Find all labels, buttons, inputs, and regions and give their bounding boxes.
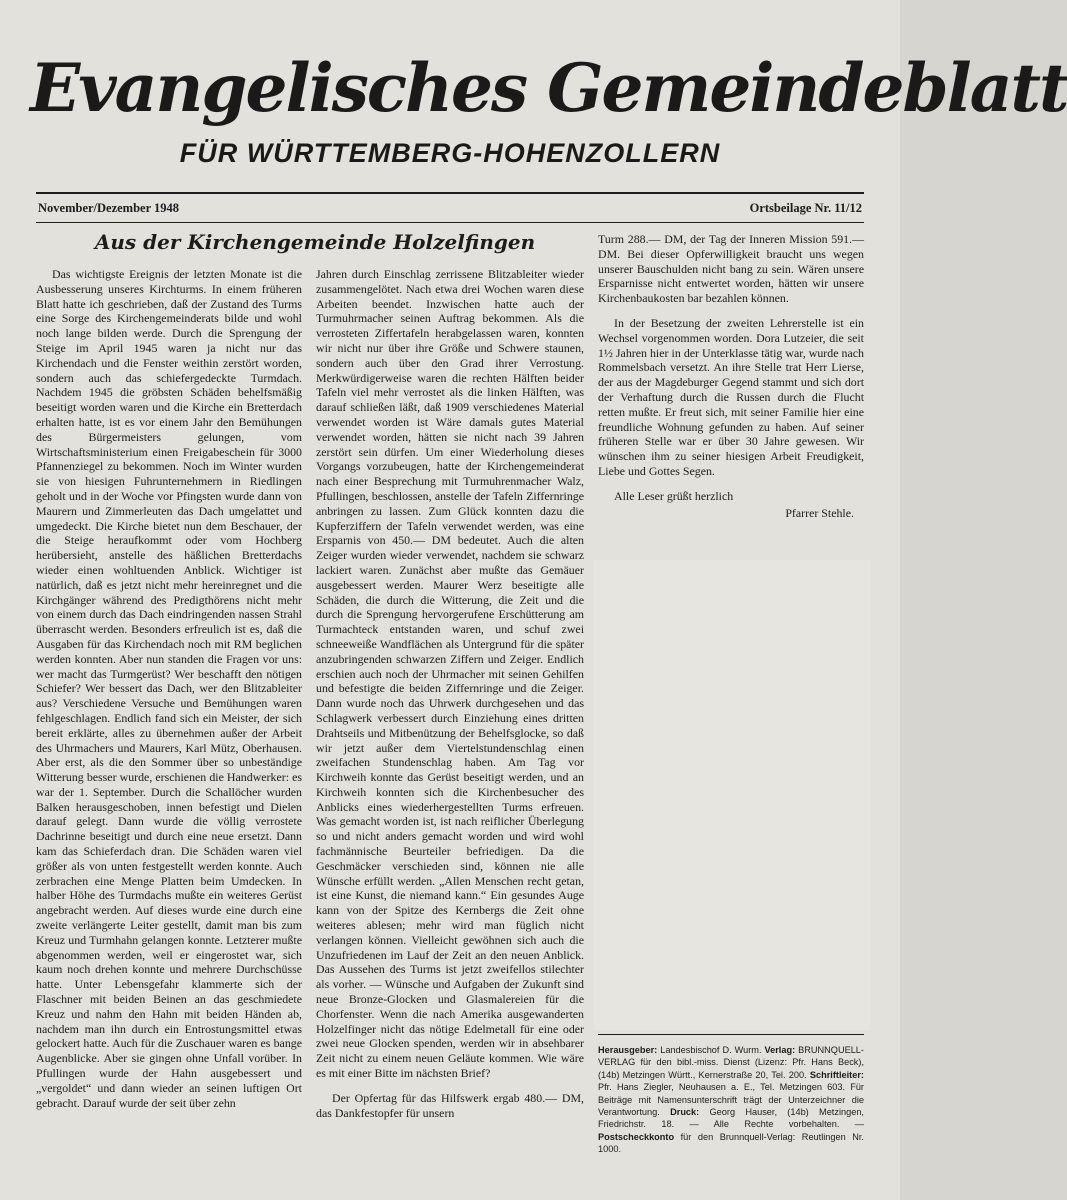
column-2-text: Jahren durch Einschlag zerrissene Blitzableiter wieder zusammengelötet. Nach etwa drei Wochen waren diese Arbeiten beendet. Inzwischen hatte auch der Turmuhrmacher seinen Auftrag bekommen. Als die verrosteten Ziffertafeln herabgelassen waren, konnten wir nicht nur über ihre Größe und Schwere staunen, sondern auch über den Grad ihrer Verrostung. Merkwürdigerweise waren die rechten Hälften beider Tafeln viel mehr verrostet als die linken Hälften, was darauf schließen läßt, daß 1909 verschiedenes Material verwendet worden ist Wäre damals gutes Material verwendet worden, hätten sie nicht nach 39 Jahren zerstört sein dürfen. Um einer Wiederholung dieses Vorgangs vorzubeugen, hatte der Kirchengemeinderat nach einer Besprechung mit Turmuhrenmacher Walz, Pfullingen, beschlossen, anstelle der Tafeln Ziffernringe anbringen zu lassen. Zum Glück konnten dazu die Kupferziffern der Tafeln verwendet werden, was eine Ersparnis von 450.— DM bedeutet. Auch die alten Zeiger wurden wieder verwendet, nachdem sie schwarz lackiert waren. Zunächst aber mußte das Gemäuer ausgebessert werden. Maurer Werz beseitigte alle Schäden, die durch die Witterung, die Zeit und die durch die Sprengung hervorgerufene Erschütterung am Turmachteck entstanden waren, und schuf zwei schneeweiße Wandflächen als Untergrund für die später anzubringenden schwarzen Ziffern und Zeiger. Endlich erschien auch noch der Uhrmacher mit seinen Gehilfen und befestigte die beiden Ziffernringe und die Zeiger. Dann wurde noch das Uhrwerk durchgesehen und das Schlagwerk verbessert durch Einziehung eines dritten Drahtseils und Mitbenützung der Behelfsglocke, so daß wir jetzt außer dem Viertelstundenschlag einen zweifachen Stundenschlag haben. Am Tag vor Kirchweih konnte das Gerüst beseitigt werden, und an Kirchweih konnten sich die Kirchenbesucher des Anblicks eines wiederhergestellten Turms erfreuen. Was gemacht worden ist, ist nach reiflicher Überlegung so und nicht anders gemacht worden und wird wohl fachmännische Beurteiler befriedigen. Da die Geschmäcker verschieden sind, können nie alle Wünsche erfüllt werden. „Allen Menschen recht getan, ist eine Kunst, die niemand kann.“ Ein gesundes Auge kann von der Spitze des Kernbergs die Zeit ohne weiteres ablesen; mehr wird man füglich nicht verlangen können. Vielleicht gewöhnen sich auch die Unzufriedenen im Lauf der Zeit an den neuen Anblick. Das Aussehen des Turms ist jetzt zweifellos stilechter als vorher. — Wünsche und Aufgaben der Zukunft sind neue Bronze-Glocken und Glasmalereien für die Chorfenster. Wenn die nach Amerika ausgewanderten Holzelfinger nicht das nötige Edelmetall für eine oder zwei neue Glocken spenden, werden wir in absehbarer Zeit nicht zu einem neuen Geläute kommen. Wie wäre es mit einer Bitte im nächsten Brief? bbox=[316, 267, 584, 1081]
imprint-publisher-house-label: Verlag: bbox=[764, 1045, 796, 1055]
article-title: Aus der Kirchengemeinde Holzelfingen bbox=[94, 230, 536, 254]
article-column-3 bbox=[598, 232, 864, 562]
imprint-rule bbox=[598, 1034, 864, 1035]
column-3-paragraph-1: Turm 288.— DM, der Tag der Inneren Mission 591.— DM. Bei dieser Opferwilligkeit braucht uns wegen unserer Bauschulden nicht bang zu sein. Wären unsere Ersparnisse nicht entwertet worden, hätten wir unsere Kirchenbaukosten bar bezahlen können. bbox=[598, 232, 864, 306]
top-rule bbox=[36, 192, 864, 194]
imprint-account: für den Brunnquell-Verlag: Reutlingen Nr. 1000. bbox=[598, 1131, 864, 1155]
masthead-title: Evangelisches Gemeindeblatt bbox=[30, 49, 1067, 127]
signature: Pfarrer Stehle. bbox=[785, 505, 854, 520]
imprint-publisher-label: Herausgeber: bbox=[598, 1045, 658, 1055]
masthead-subtitle: FÜR WÜRTTEMBERG-HOHENZOLLERN bbox=[179, 138, 721, 168]
imprint-editor: Pfr. Hans Ziegler, Neuhausen a. E., Tel. Metzingen 603. Für Beiträge mit Namensunterschrift trägt der Unterzeichner die Verantwortung. bbox=[598, 1082, 864, 1118]
imprint bbox=[598, 1044, 864, 1156]
blank-area bbox=[594, 560, 870, 1030]
imprint-editor-label: Schriftleiter: bbox=[809, 1069, 864, 1080]
imprint-print: Georg Hauser, (14b) Metzingen, Friedrichstr. 18. — Alle Rechte vorbehalten. — bbox=[598, 1107, 864, 1130]
issue-number: Ortsbeilage Nr. 11/12 bbox=[749, 201, 862, 215]
column-1-text: Das wichtigste Ereignis der letzten Monate ist die Ausbesserung unseres Kirchturms. In einem früheren Blatt hatte ich geschrieben, daß der Zustand des Turms eine Sorge des Kirchengemeinderats bilde und wohl noch lange bilden werde. Durch die Sprengung der Steige im April 1945 waren ja nicht nur das Kirchendach und die Fenster weithin zerstört worden, sondern auch das schiefergedeckte Turmdach. Nachdem 1945 die gröbsten Schäden behelfsmäßig beseitigt worden waren und die Kirche ein Bretterdach erhalten hatte, ist es vor einem Jahr den Bemühungen des Bürgermeisters gelungen, vom Wirtschaftsministerium einen Freigabeschein für 3000 Pfannenziegel zu bekommen. Noch im Winter wurden sie von hiesigen Fuhrunternehmern in Riedlingen geholt und in der Woche vor Pfingsten wurde dann von Maurern und Zimmerleuten das Dach umgelattet und umgedeckt. Die Kirche bietet nun dem Beschauer, der die Steige heraufkommt oder vom Hochberg herübersieht, anstelle des häßlichen Bretterdachs wieder einen wohltuenden Anblick. Wichtiger ist natürlich, daß es jetzt nicht mehr hereinregnet und die Kirchgänger während des Predigthörens nicht mehr von einem durch das Dach eindringenden nassen Strahl überrascht werden. Besonders erfreulich ist es, daß die Ausgaben für das Kirchendach noch mit RM beglichen werden konnten. Aber nun standen die Fragen vor uns: wer macht das Turmgerüst? Wer beschafft den nötigen Schiefer? Wer bessert das Dach, wer den Blitzableiter aus? Verschiedene Versuche und Bemühungen waren fehlgeschlagen. Endlich fand sich ein Meister, der sich bereit erklärte, alles zu übernehmen außer der Arbeit des Uhrmachers und Maurers, Karl Mütz, Oberhausen. Aber erst, als die den Sommer über so unbeständige Witterung besser wurde, erschienen die Handwerker: es war der 1. September. Durch die Schallöcher wurden Balken herausgeschoben, innen befestigt und Dielen darauf gelegt. Dann wurde die völlig verrostete Dachrinne beseitigt und durch eine neue ersetzt. Dann kam das Schieferdach dran. Die Schäden waren viel größer als von unten festgestellt werden konnte. Auch zerbrachen eine Menge Platten beim Umdecken. In halber Höhe des Turmdachs mußte ein weiteres Gerüst angebracht werden. Auf dieses wurde eine durch eine zweite verlängerte Leiter gestellt, damit man bis zum Kreuz und Turmhahn gelangen konnte. Letzterer mußte abgenommen werden, weil er eingerostet war, sich kaum noch drehen konnte und mehrere Durchschüsse hatte. Unter Lebensgefahr klammerte sich der Flaschner mit beiden Beinen an das geschmiedete Kreuz und nahm den Hahn mit beiden Händen ab, nachdem man ihn durch ein Entrostungsmittel etwas gelockert hatte. Auch für die Zuschauer waren es bange Augenblicke. Aber sie gingen ohne Unfall vorüber. In Pfullingen wurde der Hahn ausgebessert und „vergoldet“ und dann wieder an seinen luftigen Ort gebracht. Darauf wurde der seit über zehn bbox=[36, 267, 302, 1110]
column-3-paragraph-2: In der Besetzung der zweiten Lehrerstelle ist ein Wechsel vorgenommen worden. Dora Lutzeier, die seit 1½ Jahren hier in der Unterklasse tätig war, wurde nach Rommelsbach versetzt. An ihre Stelle trat Herr Lierse, der aus der Magdeburger Gegend stammt und sich dort der Verhaftung durch die Russen durch die Flucht retten mußte. Er freut sich, mit seiner Familie hier eine freundliche Wohnung gefunden zu haben. Auf seiner früheren Stelle war er über 30 Jahre gewesen. Wir wünschen ihm zu seiner hiesigen Arbeit Freudigkeit, Liebe und Gottes Segen. bbox=[598, 315, 864, 478]
article-column-1 bbox=[36, 267, 302, 1182]
imprint-account-label: Postscheckkonto bbox=[598, 1131, 675, 1142]
greeting: Alle Leser grüßt herzlich bbox=[614, 488, 734, 503]
issue-rule bbox=[36, 222, 864, 223]
imprint-print-label: Druck: bbox=[670, 1107, 700, 1118]
article-column-2 bbox=[316, 267, 584, 1182]
imprint-publisher: Landesbischof D. Wurm. bbox=[660, 1045, 762, 1055]
masthead bbox=[30, 48, 1067, 169]
issue-date: November/Dezember 1948 bbox=[38, 201, 180, 215]
column-2-tail: Der Opfertag für das Hilfswerk ergab 480.— DM, das Dankfestopfer für unsern bbox=[316, 1090, 584, 1120]
imprint-publisher-house: BRUNNQUELL-VERLAG für den bibl.-miss. Dienst (Lizenz: Pfr. Hans Beck), (14b) Metzingen Württ., Kernerstraße 20, Tel. 200. bbox=[598, 1045, 864, 1080]
